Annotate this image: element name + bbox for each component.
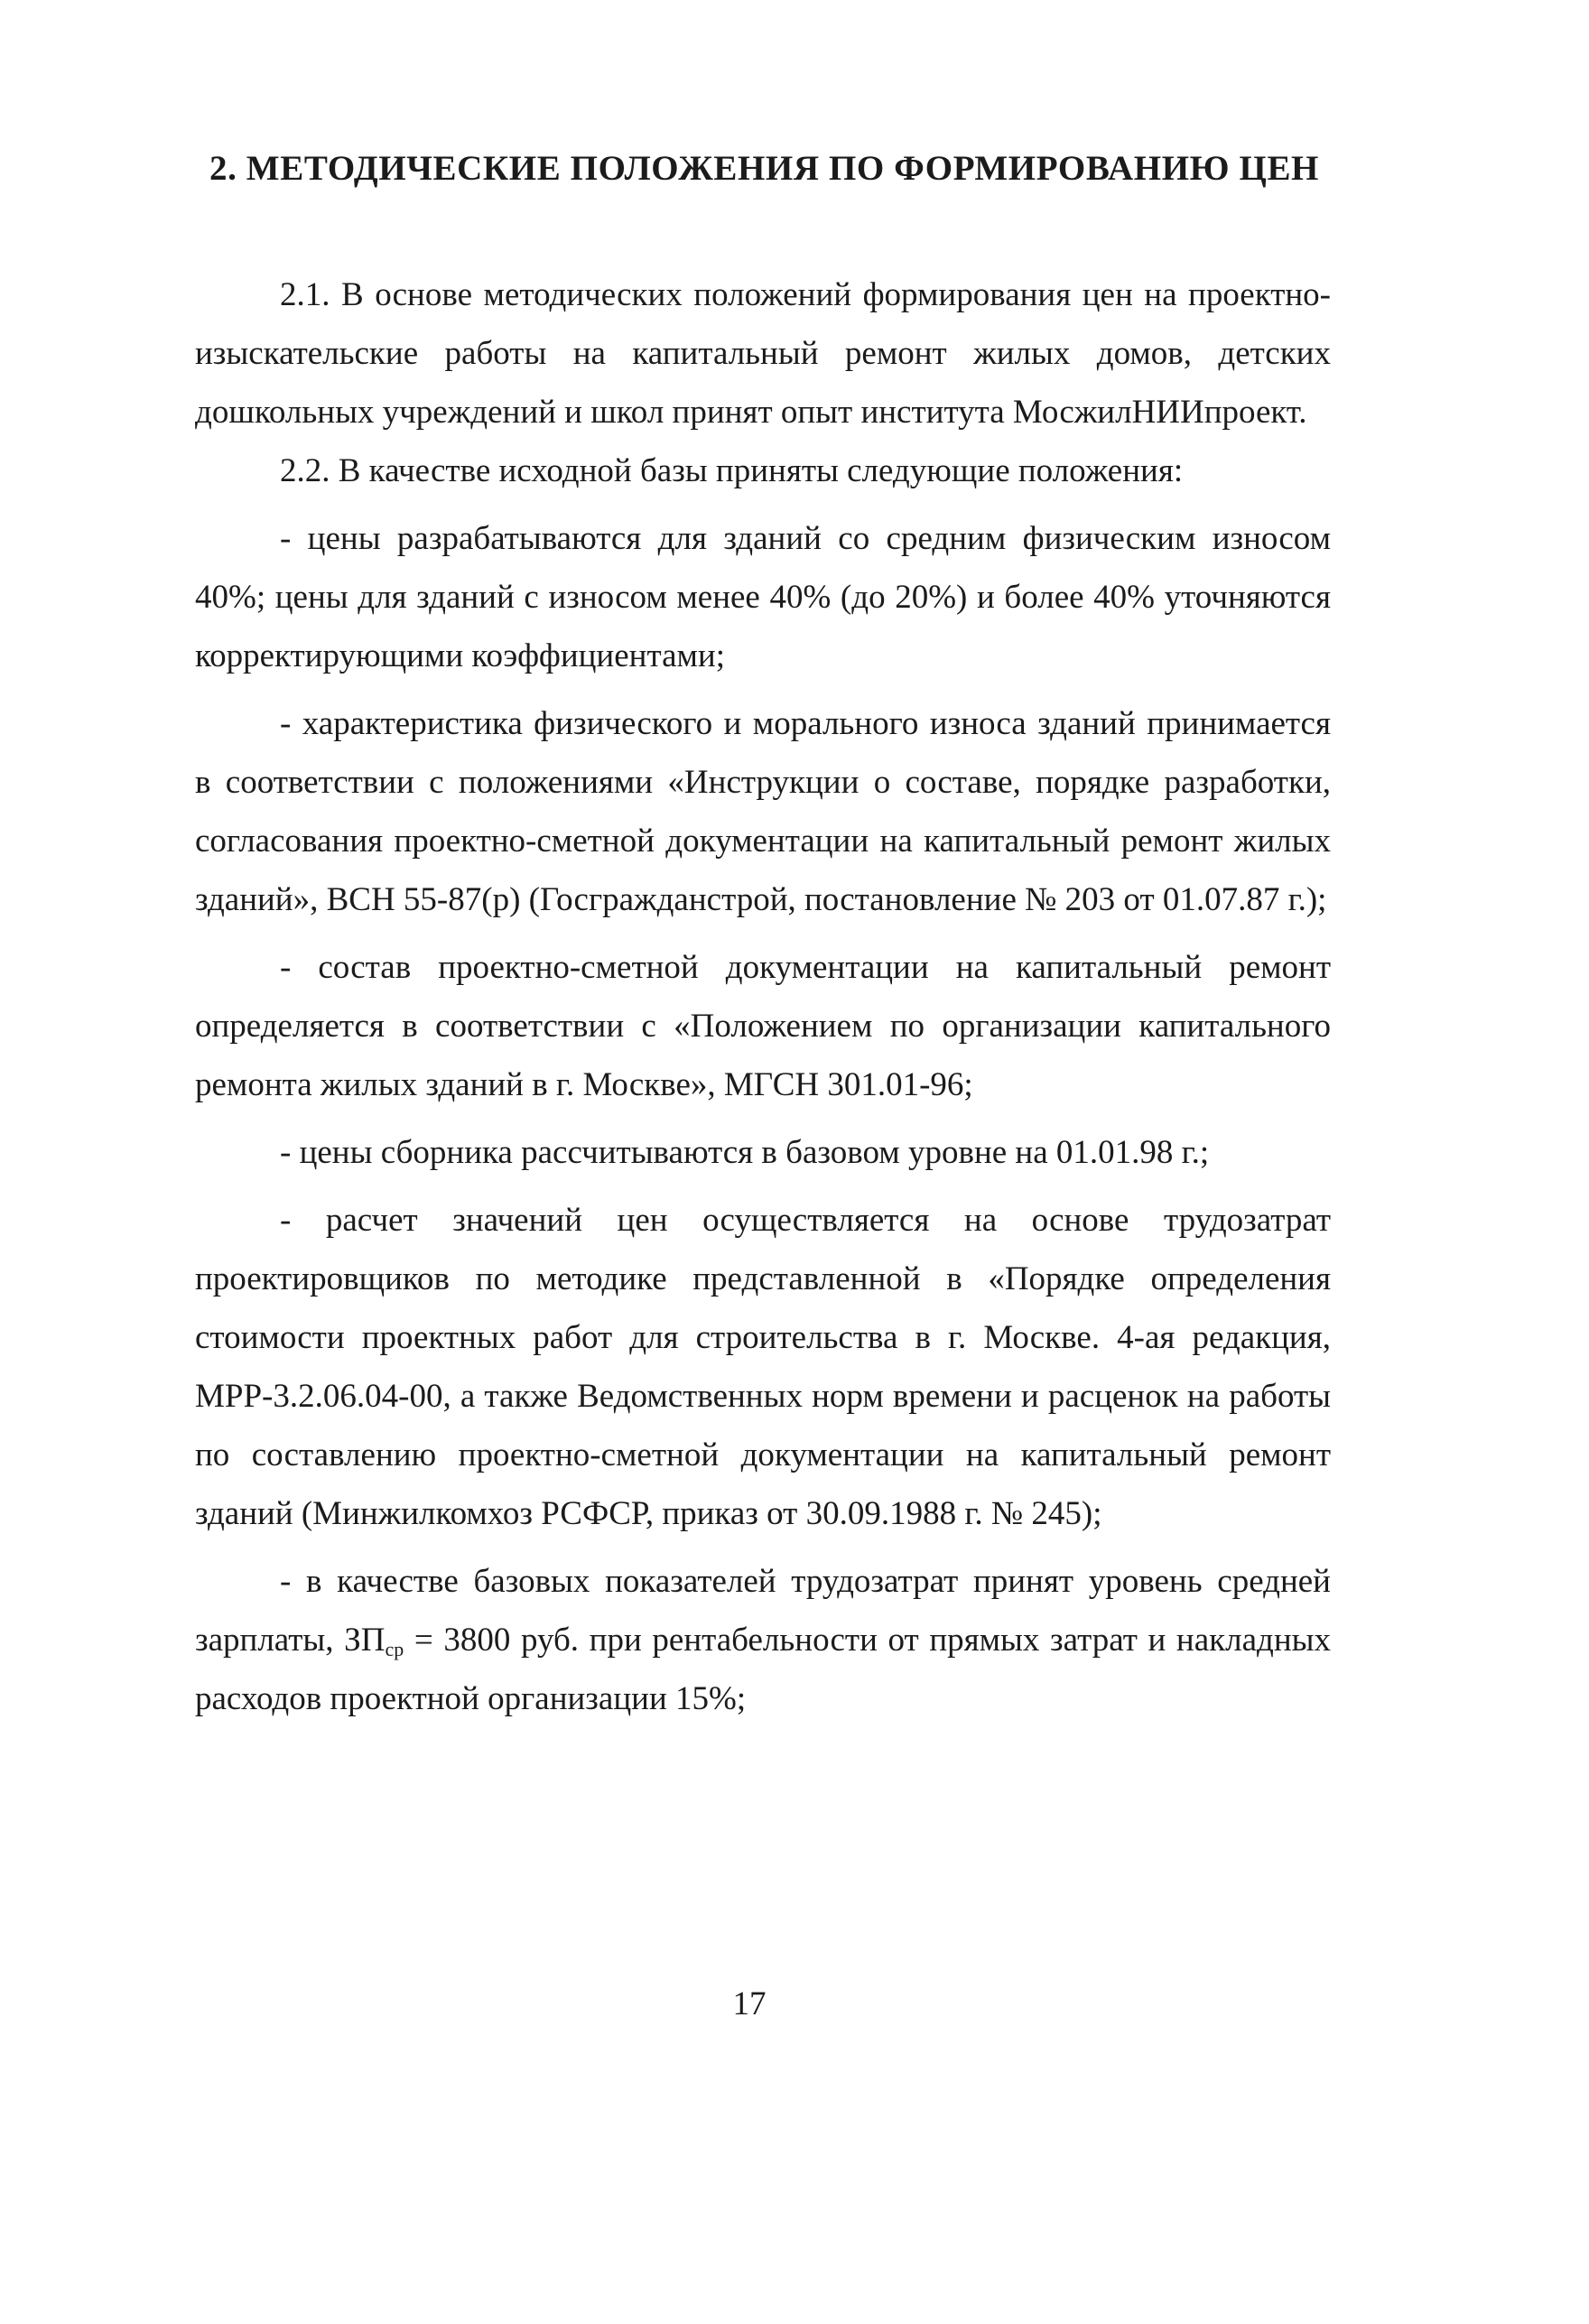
base-indicators-text-end: = 3800 руб. при рентабельности от прямых затрат и накладных расходов проектной организации 15%; <box>195 1622 1331 1717</box>
body-text <box>195 265 1331 1737</box>
base-indicators-text-start: - в качестве базовых показателей трудозатрат принят уровень средней зарплаты, ЗП <box>195 1563 1331 1659</box>
list-item-wear-characteristics: - характеристика физического и морального износа зданий принимается в соответствии с положениями «Инструкции о составе, порядке разработки, согласования проектно-сметной документации на капитальный ремонт жилых зданий», ВСН 55-87(р) (Госгражданстрой, постановление № 203 от 01.07.87 г.); <box>195 705 1331 918</box>
paragraph-2-1: 2.1. В основе методических положений формирования цен на проектно-изыскательские работы на капитальный ремонт жилых домов, детских дошкольных учреждений и школ принят опыт института МосжилНИИпроект. <box>195 276 1331 431</box>
page-number: 17 <box>732 1985 767 2022</box>
list-item-price-calculation: - расчет значений цен осуществляется на основе трудозатрат проектировщиков по методике представленной в «Порядке определения стоимости проектных работ для строительства в г. Москве. 4-ая редакция, МРР-3.2.06.04-00, а также Ведомственных норм времени и расценок на работы по составлению проектно-сметной документации на капитальный ремонт зданий (Минжилкомхоз РСФСР, приказ от 30.09.1988 г. № 245); <box>195 1202 1331 1532</box>
list-item-documentation-composition: - состав проектно-сметной документации на капитальный ремонт определяется в соответствии с «Положением по организации капитального ремонта жилых зданий в г. Москве», МГСН 301.01-96; <box>195 949 1331 1103</box>
section-heading: 2. МЕТОДИЧЕСКИЕ ПОЛОЖЕНИЯ ПО ФОРМИРОВАНИЮ ЦЕН <box>209 149 1319 188</box>
paragraph-2-2: 2.2. В качестве исходной базы приняты следующие положения: <box>280 452 1184 489</box>
salary-subscript: ср <box>385 1638 404 1660</box>
list-item-base-level: - цены сборника рассчитываются в базовом уровне на 01.01.98 г.; <box>280 1134 1210 1171</box>
list-item-base-indicators <box>195 1552 1331 1728</box>
list-item-physical-wear: - цены разрабатываются для зданий со средним физическим износом 40%; цены для зданий с износом менее 40% (до 20%) и более 40% уточняются корректирующими коэффициентами; <box>195 520 1331 674</box>
